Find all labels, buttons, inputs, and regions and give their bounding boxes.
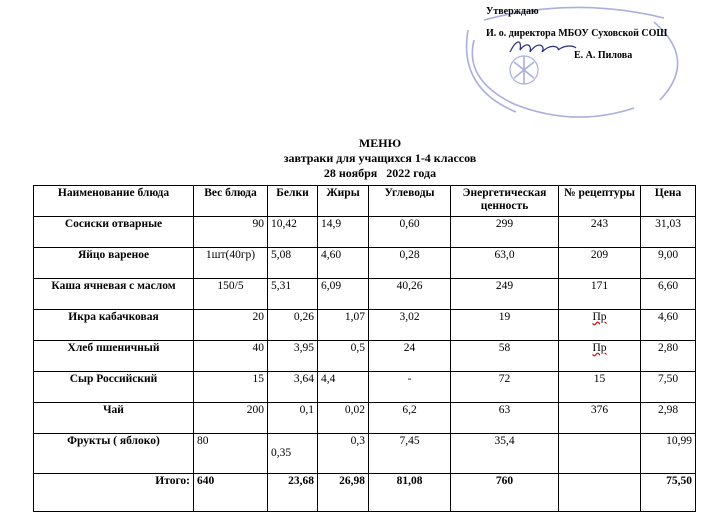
dish-protein: 0,26 — [268, 310, 318, 341]
header-carbs: Углеводы — [369, 186, 451, 217]
dish-recipe: 243 — [559, 217, 641, 248]
dish-recipe: 171 — [559, 279, 641, 310]
header-price: Цена — [641, 186, 696, 217]
dish-energy: 299 — [451, 217, 559, 248]
dish-carbs: 40,26 — [369, 279, 451, 310]
total-price: 75,50 — [641, 474, 696, 512]
table-row — [34, 217, 696, 248]
dish-price: 10,99 — [641, 434, 696, 474]
dish-weight: 150/5 — [194, 279, 268, 310]
dish-name: Фрукты ( яблоко) — [34, 434, 194, 474]
dish-energy: 249 — [451, 279, 559, 310]
dish-energy: 19 — [451, 310, 559, 341]
dish-protein: 3,64 — [268, 372, 318, 403]
dish-name: Икра кабачковая — [34, 310, 194, 341]
dish-fat: 0,3 — [318, 434, 369, 474]
dish-protein: 3,95 — [268, 341, 318, 372]
menu-table — [33, 185, 696, 512]
table-row — [34, 248, 696, 279]
dish-recipe: Пр — [592, 311, 607, 323]
dish-name: Чай — [34, 403, 194, 434]
header-fat: Жиры — [318, 186, 369, 217]
dish-price: 31,03 — [641, 217, 696, 248]
menu-title: МЕНЮ — [358, 136, 402, 150]
dish-fat: 6,09 — [318, 279, 369, 310]
dish-carbs: - — [369, 372, 451, 403]
dish-recipe: Пр — [592, 342, 607, 354]
total-recipe — [559, 474, 641, 512]
dish-price: 4,60 — [641, 310, 696, 341]
dish-name: Сыр Российский — [34, 372, 194, 403]
table-row — [34, 341, 696, 372]
dish-carbs: 24 — [369, 341, 451, 372]
approval-label: Утверждаю — [486, 6, 539, 17]
total-label: Итого: — [34, 474, 194, 512]
dish-protein: 10,42 — [268, 217, 318, 248]
dish-price: 7,50 — [641, 372, 696, 403]
dish-carbs: 7,45 — [369, 434, 451, 474]
dish-recipe — [559, 434, 641, 474]
dish-carbs: 0,60 — [369, 217, 451, 248]
dish-protein: 5,08 — [268, 248, 318, 279]
total-energy: 760 — [451, 474, 559, 512]
dish-price: 6,60 — [641, 279, 696, 310]
dish-fat: 0,5 — [318, 341, 369, 372]
dish-carbs: 6,2 — [369, 403, 451, 434]
table-row — [34, 372, 696, 403]
dish-weight: 40 — [194, 341, 268, 372]
dish-energy: 63,0 — [451, 248, 559, 279]
dish-weight: 15 — [194, 372, 268, 403]
table-row — [34, 403, 696, 434]
table-header-row — [34, 186, 696, 217]
dish-price: 2,80 — [641, 341, 696, 372]
menu-subtitle: завтраки для учащихся 1-4 классов — [283, 151, 477, 165]
dish-weight: 1шт(40гр) — [194, 248, 268, 279]
menu-date: 28 ноября 2022 года — [323, 166, 437, 180]
dish-energy: 63 — [451, 403, 559, 434]
dish-fat: 14,9 — [318, 217, 369, 248]
table-row — [34, 279, 696, 310]
dish-weight: 90 — [194, 217, 268, 248]
dish-price: 9,00 — [641, 248, 696, 279]
approval-position: И. о. директора МБОУ Суховской СОШ — [486, 28, 668, 39]
total-weight: 640 — [194, 474, 268, 512]
dish-carbs: 3,02 — [369, 310, 451, 341]
dish-name: Сосиски отварные — [34, 217, 194, 248]
dish-energy: 35,4 — [451, 434, 559, 474]
total-row — [34, 474, 696, 512]
dish-recipe: 209 — [559, 248, 641, 279]
dish-name: Хлеб пшеничный — [34, 341, 194, 372]
header-weight: Вес блюда — [194, 186, 268, 217]
table-row — [34, 434, 696, 474]
dish-fat: 4,60 — [318, 248, 369, 279]
dish-protein: 5,31 — [268, 279, 318, 310]
dish-protein: 0,1 — [268, 403, 318, 434]
dish-weight: 200 — [194, 403, 268, 434]
total-protein: 23,68 — [268, 474, 318, 512]
dish-price: 2,98 — [641, 403, 696, 434]
dish-name: Каша ячневая с маслом — [34, 279, 194, 310]
header-energy: Энергетическая ценность — [451, 186, 559, 217]
table-row — [34, 310, 696, 341]
header-protein: Белки — [268, 186, 318, 217]
total-fat: 26,98 — [318, 474, 369, 512]
dish-fat: 0,02 — [318, 403, 369, 434]
dish-recipe: 15 — [559, 372, 641, 403]
dish-name: Яйцо вареное — [34, 248, 194, 279]
total-carbs: 81,08 — [369, 474, 451, 512]
dish-weight: 80 — [194, 434, 268, 474]
header-dish: Наименование блюда — [34, 186, 194, 217]
approval-person: Е. А. Пилова — [574, 50, 633, 61]
dish-energy: 58 — [451, 341, 559, 372]
dish-weight: 20 — [194, 310, 268, 341]
header-recipe: № рецептуры — [559, 186, 641, 217]
dish-recipe: 376 — [559, 403, 641, 434]
dish-carbs: 0,28 — [369, 248, 451, 279]
dish-fat: 1,07 — [318, 310, 369, 341]
dish-energy: 72 — [451, 372, 559, 403]
dish-protein: 0,35 — [271, 447, 292, 459]
dish-fat: 4,4 — [318, 372, 369, 403]
